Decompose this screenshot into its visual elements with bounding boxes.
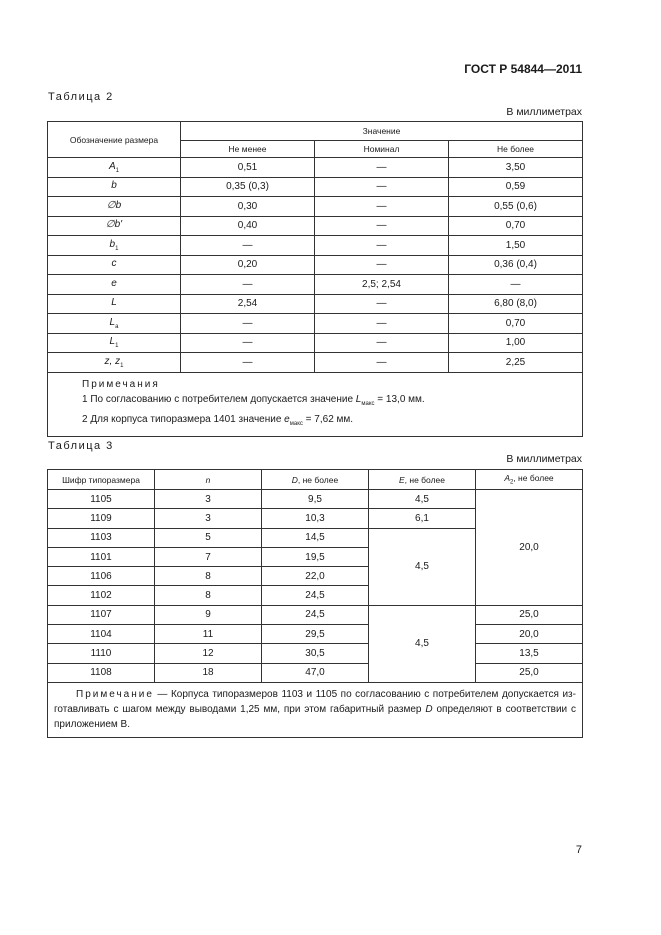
min-value: 0,35 (0,3) — [181, 177, 315, 197]
table3-header-row — [48, 470, 583, 490]
dimension-symbol: $A_1$ — [48, 158, 181, 178]
nominal-value: — — [315, 255, 449, 275]
table-row — [48, 353, 583, 373]
max-value: 0,59 — [449, 177, 583, 197]
size-code: 1104 — [48, 625, 155, 644]
table-row — [48, 663, 583, 682]
table2-caption: Таблица 2 — [48, 91, 114, 103]
max-value: 0,70 — [449, 314, 583, 334]
dimension-symbol: ∅b' — [48, 216, 181, 236]
pin-count: 3 — [155, 490, 262, 509]
nominal-value: — — [315, 353, 449, 373]
table-row — [48, 314, 583, 334]
table2-header-designation: Обозначение размера — [48, 122, 181, 158]
d-value: 14,5 — [262, 528, 369, 547]
d-value: 24,5 — [262, 586, 369, 605]
table-row — [48, 255, 583, 275]
size-code: 1103 — [48, 528, 155, 547]
nominal-value: — — [315, 216, 449, 236]
table-row — [48, 236, 583, 256]
pin-count: 8 — [155, 567, 262, 586]
pin-count: 9 — [155, 605, 262, 624]
pin-count: 3 — [155, 509, 262, 528]
size-code: 1108 — [48, 663, 155, 682]
table3-header-code: Шифр типоразмера — [48, 470, 155, 490]
table3-header-d: D, не более — [262, 470, 369, 490]
nominal-value: — — [315, 177, 449, 197]
table2-header-nominal: Номинал — [315, 141, 449, 158]
nominal-value: 2,5; 2,54 — [315, 275, 449, 295]
table3-header-n: n — [155, 470, 262, 490]
table2-units: В миллиметрах — [506, 106, 582, 118]
table3-units: В миллиметрах — [506, 453, 582, 465]
size-code: 1109 — [48, 509, 155, 528]
min-value: — — [181, 236, 315, 256]
table-row — [48, 625, 583, 644]
dimension-symbol: L — [48, 294, 181, 314]
d-value: 47,0 — [262, 663, 369, 682]
note-2: 2 Для корпуса типоразмера 1401 значение $e_{макс} = 7,62$ мм. — [82, 413, 354, 427]
pin-count: 12 — [155, 644, 262, 663]
dimension-symbol: c — [48, 255, 181, 275]
pin-count: 7 — [155, 547, 262, 566]
table-row — [48, 158, 583, 178]
pin-count: 11 — [155, 625, 262, 644]
a2-value: 25,0 — [476, 605, 583, 624]
nominal-value: — — [315, 314, 449, 334]
nominal-value: — — [315, 333, 449, 353]
d-value: 10,3 — [262, 509, 369, 528]
nominal-value: — — [315, 236, 449, 256]
e-value: 4,5 — [369, 490, 476, 509]
d-value: 29,5 — [262, 625, 369, 644]
table-row — [48, 333, 583, 353]
page-number: 7 — [575, 844, 582, 856]
a2-value: 25,0 — [476, 663, 583, 682]
size-code: 1110 — [48, 644, 155, 663]
pin-count: 5 — [155, 528, 262, 547]
pin-count: 8 — [155, 586, 262, 605]
max-value: 1,00 — [449, 333, 583, 353]
table2-notes — [48, 372, 583, 436]
table3-header-a2: $A_2$, не более — [476, 470, 583, 490]
table3-note: Примечание — Корпуса типоразмеров 1103 и 1105 по согласованию с потребителем допускается изготавливать с шагом между выводами 1,25 мм, при этом габаритный размер D определяют в соответствии с приложением В. — [48, 682, 583, 737]
max-value: 0,55 (0,6) — [449, 197, 583, 217]
table2-notes-row — [48, 372, 583, 436]
min-value: — — [181, 333, 315, 353]
dimension-symbol: $L_a$ — [48, 314, 181, 334]
max-value: — — [449, 275, 583, 295]
min-value: — — [181, 314, 315, 334]
e-value: 6,1 — [369, 509, 476, 528]
nominal-value: — — [315, 158, 449, 178]
table-row — [48, 197, 583, 217]
dimension-symbol: z, $z_1$ — [48, 353, 181, 373]
note-title: Примечание — [76, 688, 154, 700]
min-value: 0,51 — [181, 158, 315, 178]
dimension-symbol: ∅b — [48, 197, 181, 217]
size-code: 1107 — [48, 605, 155, 624]
dimension-symbol: b — [48, 177, 181, 197]
table-row — [48, 294, 583, 314]
table2 — [47, 121, 583, 437]
d-value: 24,5 — [262, 605, 369, 624]
a2-value: 20,0 — [476, 625, 583, 644]
table3-caption: Таблица 3 — [48, 440, 114, 452]
size-code: 1102 — [48, 586, 155, 605]
size-code: 1101 — [48, 547, 155, 566]
size-code: 1105 — [48, 490, 155, 509]
size-code: 1106 — [48, 567, 155, 586]
a2-value: 20,0 — [476, 490, 583, 606]
nominal-value: — — [315, 294, 449, 314]
min-value: 0,20 — [181, 255, 315, 275]
dimension-symbol: e — [48, 275, 181, 295]
e-value: 4,5 — [369, 528, 476, 605]
d-value: 9,5 — [262, 490, 369, 509]
dimension-symbol: $L_1$ — [48, 333, 181, 353]
nominal-value: — — [315, 197, 449, 217]
max-value: 6,80 (8,0) — [449, 294, 583, 314]
note-1: 1 По согласованию с потребителем допускается значение $L_{макс} = 13,0$ мм. — [82, 393, 425, 407]
min-value: 0,30 — [181, 197, 315, 217]
min-value: — — [181, 275, 315, 295]
table2-header-row — [48, 122, 583, 141]
table3-header-e: E, не более — [369, 470, 476, 490]
pin-count: 18 — [155, 663, 262, 682]
max-value: 3,50 — [449, 158, 583, 178]
table-row — [48, 605, 583, 624]
document-code: ГОСТ Р 54844—2011 — [464, 62, 582, 76]
d-value: 19,5 — [262, 547, 369, 566]
table2-header-max: Не более — [449, 141, 583, 158]
table-row — [48, 177, 583, 197]
dimension-symbol: $b_1$ — [48, 236, 181, 256]
min-value: — — [181, 353, 315, 373]
max-value: 2,25 — [449, 353, 583, 373]
max-value: 1,50 — [449, 236, 583, 256]
table2-header-min: Не менее — [181, 141, 315, 158]
min-value: 0,40 — [181, 216, 315, 236]
table3 — [47, 469, 583, 738]
min-value: 2,54 — [181, 294, 315, 314]
e-value: 4,5 — [369, 605, 476, 682]
max-value: 0,70 — [449, 216, 583, 236]
max-value: 0,36 (0,4) — [449, 255, 583, 275]
table-row — [48, 216, 583, 236]
d-value: 22,0 — [262, 567, 369, 586]
a2-value: 13,5 — [476, 644, 583, 663]
table2-header-value: Значение — [181, 122, 583, 141]
table-row — [48, 490, 583, 509]
table-row — [48, 275, 583, 295]
notes-title: Примечания — [82, 378, 160, 390]
d-value: 30,5 — [262, 644, 369, 663]
table-row — [48, 644, 583, 663]
table3-note-row — [48, 682, 583, 737]
